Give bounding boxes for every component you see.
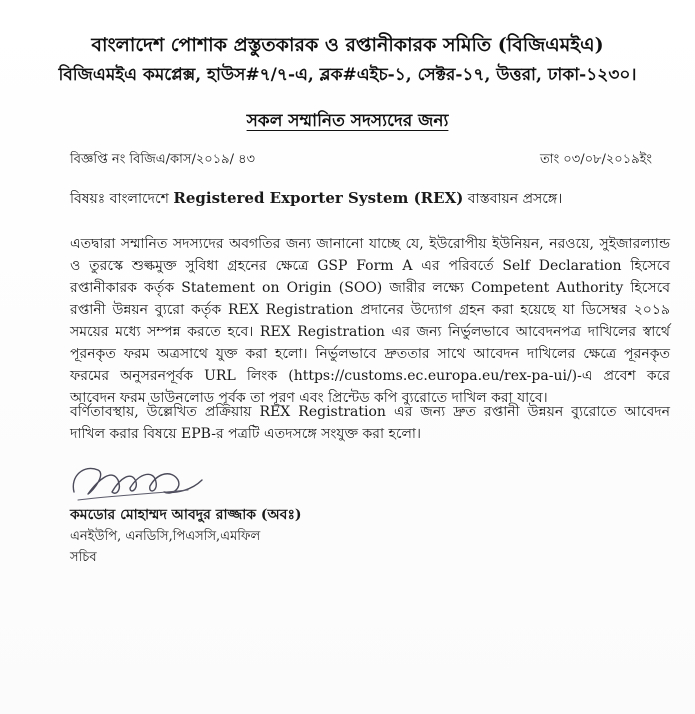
audience-heading-wrap (0, 108, 695, 136)
notice-date: তাং ০৩/০৮/২০১৯ইং (540, 152, 652, 167)
signatory-block (70, 505, 470, 568)
handwritten-signature (68, 450, 208, 508)
signatory-credentials: এনইউপি, এনডিসি,পিএসসি,এমফিল (70, 529, 261, 544)
subject-highlight: Registered Exporter System (REX) (173, 189, 464, 207)
organization-address: বিজিএমইএ কমপ্লেক্স, হাউস#৭/৭-এ, ব্লক#এইচ-১, সেক্টর-১৭, উত্তরা, ঢাকা-১২৩০। (58, 65, 637, 85)
subject-suffix: বাস্তবায়ন প্রসঙ্গে। (463, 191, 563, 207)
reference-number: বিজ্ঞপ্তি নং বিজিএ/কাস/২০১৯/ ৪৩ (70, 152, 256, 167)
subject-prefix: বিষয়ঃ বাংলাদেশে (70, 191, 174, 207)
signatory-name: কমডোর মোহাম্মদ আবদুর রাজ্জাক (অবঃ) (70, 507, 302, 523)
letterhead (0, 32, 695, 88)
organization-name: বাংলাদেশ পোশাক প্রস্তুতকারক ও রপ্তানীকারক সমিতি (বিজিএমইএ) (91, 34, 604, 56)
audience-heading: সকল সম্মানিত সদস্যদের জন্য (246, 111, 449, 131)
body-paragraph-2: বর্ণিতাবস্থায়, উল্লেখিত প্রক্রিয়ায় REX Registration এর জন্য দ্রুত রপ্তানী উন্নয়ন ব্যুরোতে আবেদন দাখিল করার বিষয়ে EPB-র পত্রটি এতদসঙ্গে সংযুক্ত করা হলো। (70, 404, 670, 442)
body-paragraph-1: এতদ্বারা সম্মানিত সদস্যদের অবগতির জন্য জানানো যাচ্ছে যে, ইউরোপীয় ইউনিয়ন, নরওয়ে, সুইজারল্যান্ড ও তুরস্কে শুল্কমুক্ত সুবিধা গ্রহনের ক্ষেত্রে GSP Form A এর পরিবর্তে Self Declaration হিসেবে রপ্তানীকারক কর্তৃক Statement on Origin (SOO) জারীর লক্ষ্যে Competent Authority হিসেবে রপ্তানী উন্নয়ন ব্যুরো কর্তৃক REX Registration প্রদানের উদ্যোগ গ্রহন করা হয়েছে যা ডিসেম্বর ২০১৯ সময়ের মধ্যে সম্পন্ন করতে হবে। REX Registration এর জন্য নির্ভুলভাবে আবেদনপত্র দাখিলের স্বার্থে পূরনকৃত ফরম অত্রসাথে যুক্ত করা হলো। নির্ভুলভাবে দ্রুততার সাথে আবেদন দাখিলের ক্ষেত্রে পূরনকৃত ফরমের অনুসরনপূর্বক URL লিংক (https://customs.ec.europa.eu/rex-pa-ui/)-এ প্রবেশ করে আবেদন ফরম ডাউনলোড পূর্বক তা পূরণ এবং প্রিন্টেড কপি ব্যুরোতে দাখিল করা যাবে। (70, 236, 670, 406)
subject-line (70, 188, 670, 209)
signatory-designation: সচিব (70, 550, 97, 565)
